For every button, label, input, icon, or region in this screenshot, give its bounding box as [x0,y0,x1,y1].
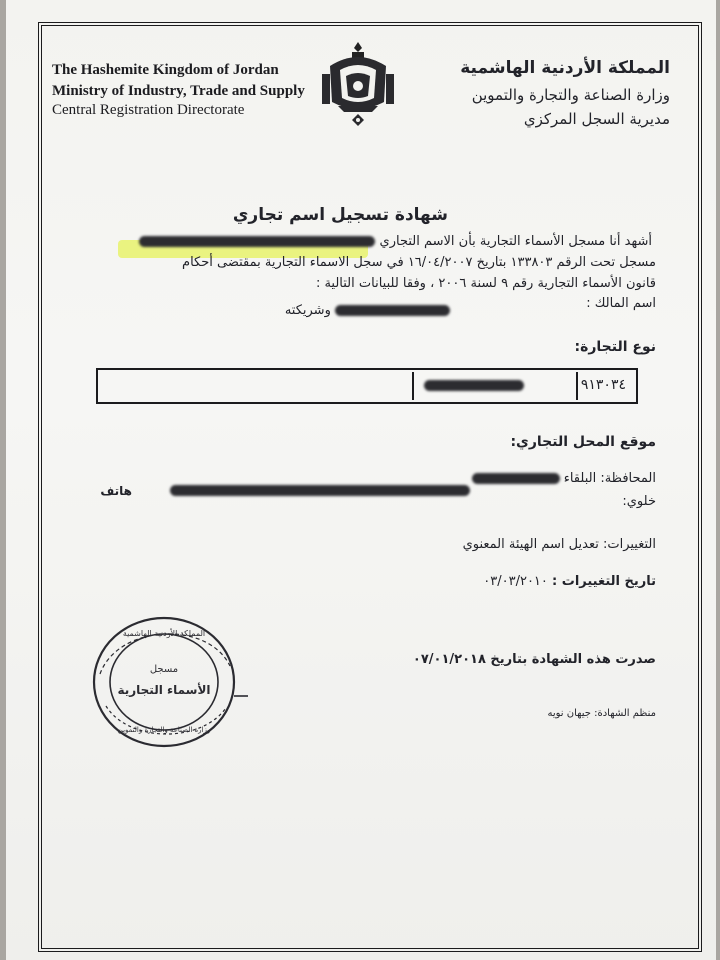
certificate-title: شهادة تسجيل اسم تجاري [232,205,448,225]
header-ar-directorate: مديرية السجل المركزي [523,110,670,128]
header-en-directorate: Central Registration Directorate [52,102,245,118]
jordan-coat-of-arms-icon [318,40,398,132]
body-line-3: قانون الأسماء التجارية رقم ٩ لسنة ٢٠٠٦ ، وفقا للبيانات التالية : [315,276,656,291]
phone-label: هاتف [100,484,132,498]
changes-date: تاريخ التغييرات : ٠٣/٠٣/٢٠١٠ [483,574,656,589]
trade-type-table [96,368,638,404]
trade-type-label: نوع التجارة: [574,339,656,355]
header-ar-kingdom: المملكة الأردنية الهاشمية [460,58,670,78]
redacted-trade-type [424,380,524,391]
redacted-owner-name [335,305,450,316]
body-line-1: أشهد أنا مسجل الأسماء التجارية بأن الاسم التجاري [139,234,652,249]
owner-label: اسم المالك : [586,296,656,311]
header-en-ministry: Ministry of Industry, Trade and Supply [52,83,305,99]
stamp-center-main: الأسماء التجارية [117,683,211,697]
issue-date: صدرت هذه الشهادة بتاريخ ٠٧/٠١/٢٠١٨ [412,652,656,667]
location-label: موقع المحل التجاري: [510,434,656,450]
redacted-trade-name [139,236,375,247]
certificate-organizer: منظم الشهادة: جيهان نويه [547,708,656,719]
body-line-2: مسجل تحت الرقم ١٣٣٨٠٣ بتاريخ ١٦/٠٤/٢٠٠٧ في سجل الاسماء التجارية بمقتضى أحكام [182,255,656,270]
stamp-inner-text: وزارة الصناعة والتجارة والتموين [117,726,211,734]
trade-type-code: ٩١٣٠٣٤ [580,377,626,393]
changes-label: التغييرات: تعديل اسم الهيئة المعنوي [462,537,656,552]
header-ar-ministry: وزارة الصناعة والتجارة والتموين [471,86,670,104]
stamp-center-top: مسجل [149,664,179,675]
mobile-label: خلوي: [622,494,656,509]
governorate-line: المحافظة: البلقاء [472,471,656,486]
stamp-outer-text: المملكة الأردنية الهاشمية [122,629,206,638]
owner-line: وشريكته [285,303,450,318]
header-en-kingdom: The Hashemite Kingdom of Jordan [52,62,279,78]
registrar-stamp [88,614,248,750]
redacted-address [170,485,470,496]
